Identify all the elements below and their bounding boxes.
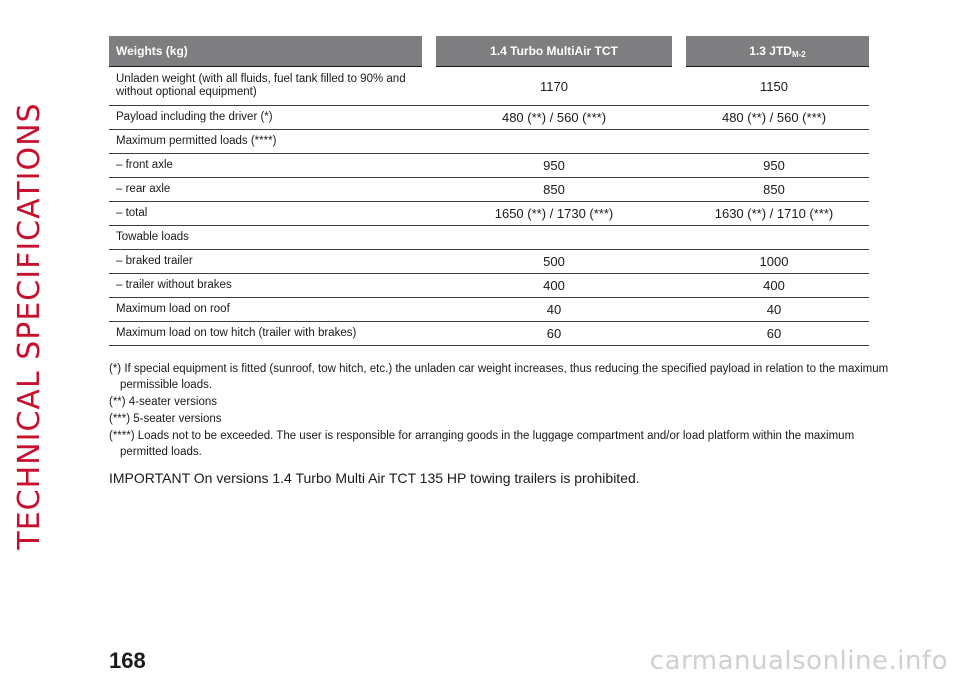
row-label: Maximum load on tow hitch (trailer with brakes) xyxy=(109,322,429,346)
row-label: – rear axle xyxy=(109,178,429,202)
page-number: 168 xyxy=(109,648,146,673)
row-value-col1: 60 xyxy=(429,322,679,346)
row-value-col1 xyxy=(429,226,679,250)
table-row xyxy=(109,202,869,226)
footnote: (****) Loads not to be exceeded. The user is responsible for arranging goods in the luggage compartment and/or load platform within the maximum permitted loads. xyxy=(109,430,855,458)
table-row xyxy=(109,67,869,106)
footnote: (**) 4-seater versions xyxy=(109,396,218,408)
row-value-col2 xyxy=(679,130,869,154)
table-row xyxy=(109,298,869,322)
row-value-col2: 1630 (**) / 1710 (***) xyxy=(679,202,869,226)
footnote: (***) 5-seater versions xyxy=(109,413,222,425)
row-value-col1: 500 xyxy=(429,250,679,274)
row-label: – total xyxy=(109,202,429,226)
watermark-text: carmanualsonline.info xyxy=(649,646,948,676)
table-row xyxy=(109,250,869,274)
row-value-col1: 1650 (**) / 1730 (***) xyxy=(429,202,679,226)
header-weights: Weights (kg) xyxy=(109,36,429,67)
section-title: TECHNICAL SPECIFICATIONS xyxy=(12,102,47,550)
table-row xyxy=(109,106,869,130)
row-value-col2 xyxy=(679,226,869,250)
row-value-col2: 60 xyxy=(679,322,869,346)
row-value-col2: 1000 xyxy=(679,250,869,274)
row-value-col2: 950 xyxy=(679,154,869,178)
row-value-col1: 950 xyxy=(429,154,679,178)
row-value-col1 xyxy=(429,130,679,154)
weights-table xyxy=(109,36,869,346)
table-row xyxy=(109,322,869,346)
row-label: Towable loads xyxy=(109,226,429,250)
footnotes xyxy=(109,361,899,461)
row-value-col1: 40 xyxy=(429,298,679,322)
header-col2-main: 1.3 JTD xyxy=(749,43,792,58)
table-row xyxy=(109,178,869,202)
row-label: – trailer without brakes xyxy=(109,274,429,298)
table-row xyxy=(109,130,869,154)
header-col1: 1.4 Turbo MultiAir TCT xyxy=(429,36,679,67)
table-body xyxy=(109,67,869,346)
table-row xyxy=(109,274,869,298)
table-header-row xyxy=(109,36,869,67)
row-value-col1: 850 xyxy=(429,178,679,202)
row-label: Maximum permitted loads (****) xyxy=(109,130,429,154)
important-note: IMPORTANT On versions 1.4 Turbo Multi Air TCT 135 HP towing trailers is prohibited. xyxy=(109,470,640,486)
row-value-col2: 400 xyxy=(679,274,869,298)
table-row xyxy=(109,154,869,178)
row-value-col1: 480 (**) / 560 (***) xyxy=(429,106,679,130)
row-value-col2: 480 (**) / 560 (***) xyxy=(679,106,869,130)
row-label: Unladen weight (with all fluids, fuel tank filled to 90% and without optional equipment) xyxy=(109,67,429,106)
row-value-col2: 850 xyxy=(679,178,869,202)
table-row xyxy=(109,226,869,250)
row-value-col2: 1150 xyxy=(679,67,869,106)
row-label: – front axle xyxy=(109,154,429,178)
header-col2-sub: M-2 xyxy=(791,49,806,59)
row-label: – braked trailer xyxy=(109,250,429,274)
row-value-col1: 400 xyxy=(429,274,679,298)
row-label: Payload including the driver (*) xyxy=(109,106,429,130)
footnote: (*) If special equipment is fitted (sunroof, tow hitch, etc.) the unladen car weight increases, thus reducing the specified payload in relation to the maximum permissible loads. xyxy=(109,363,889,391)
row-value-col1: 1170 xyxy=(429,67,679,106)
row-value-col2: 40 xyxy=(679,298,869,322)
row-label: Maximum load on roof xyxy=(109,298,429,322)
header-col2 xyxy=(679,36,869,67)
